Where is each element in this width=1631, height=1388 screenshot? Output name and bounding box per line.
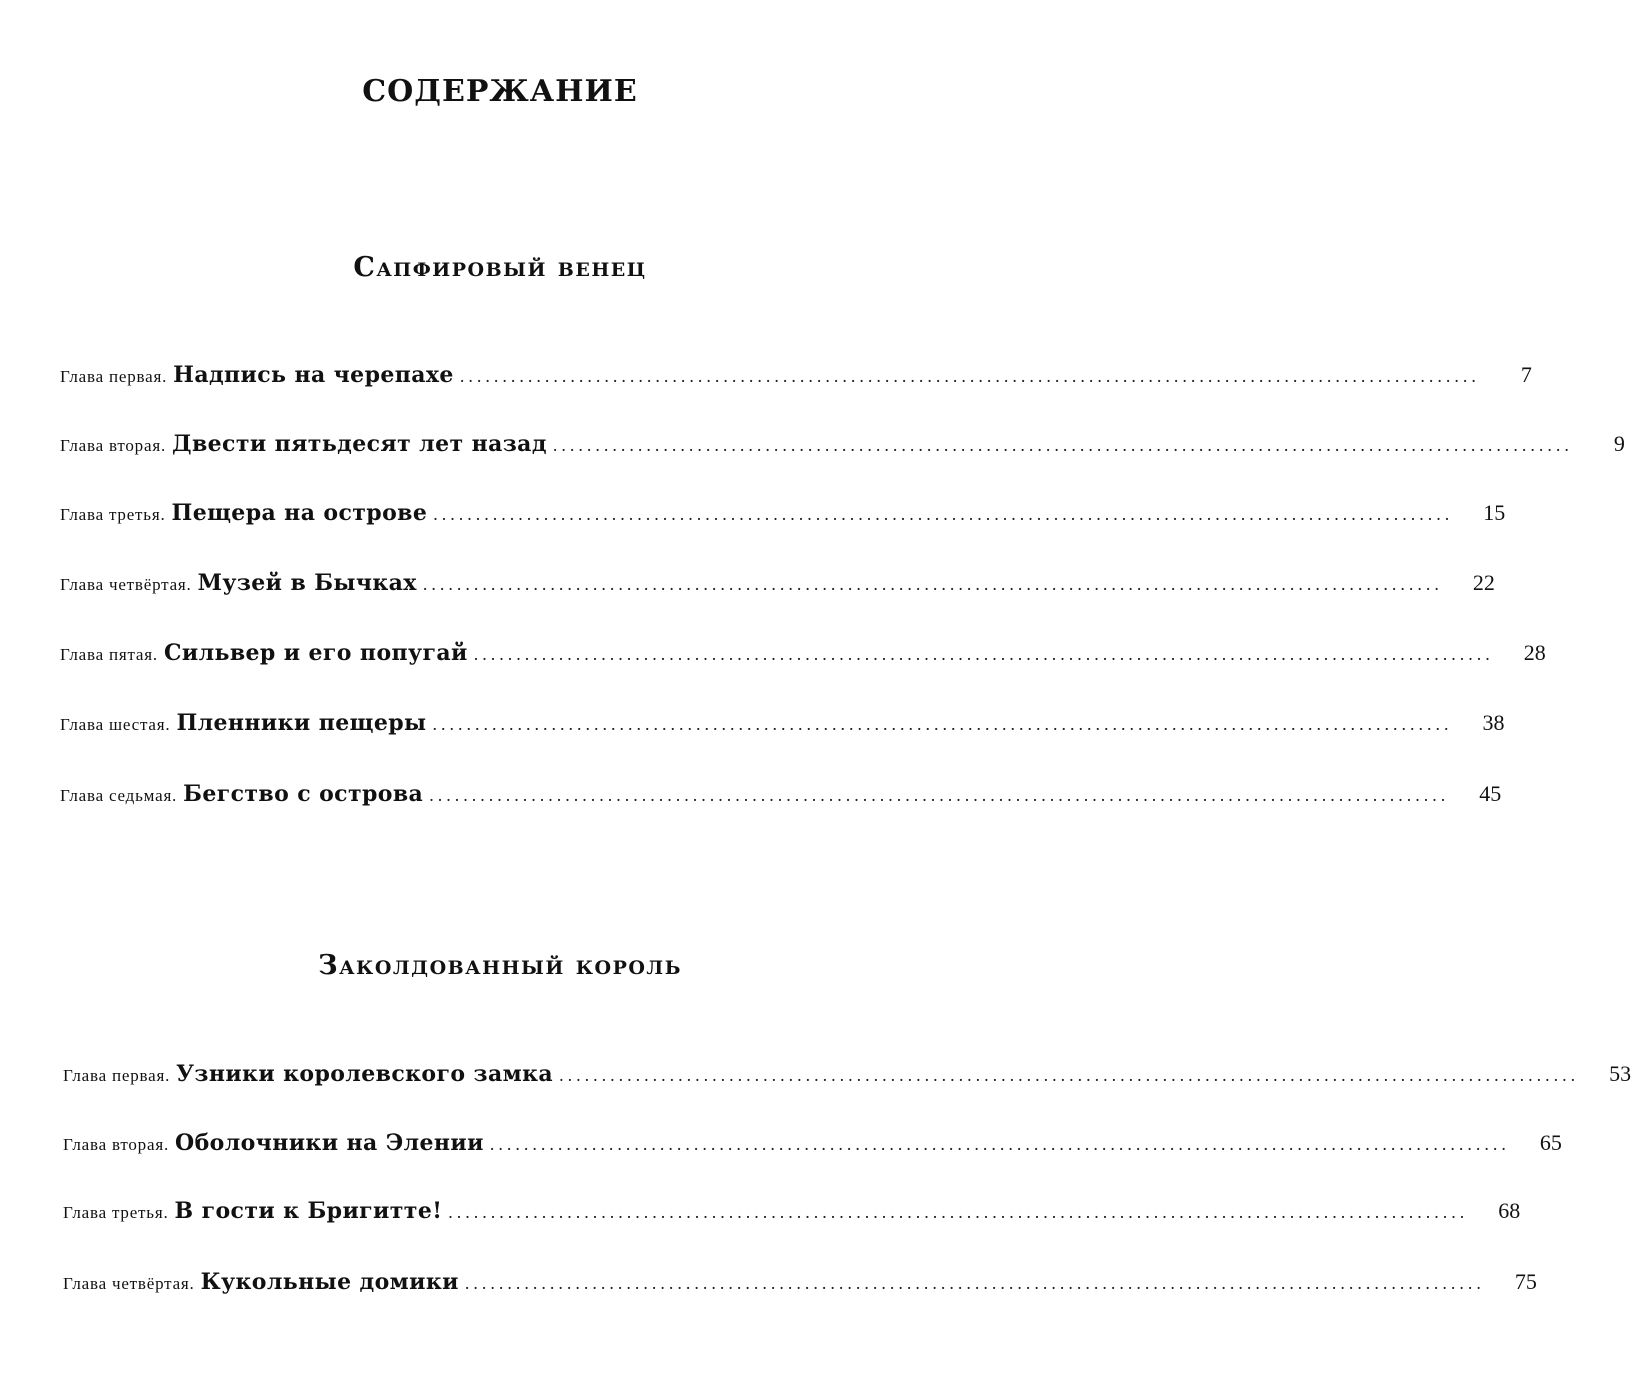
chapter-title: Музей в Бычках <box>197 570 417 596</box>
page-number: 15 <box>1483 500 1506 525</box>
dot-leader: ........................................................................................................................ <box>448 1202 1469 1222</box>
page-number: 38 <box>1482 710 1505 735</box>
dot-leader: ........................................................................................................................ <box>429 785 1450 805</box>
page-title: СОДЕРЖАНИЕ <box>362 74 638 109</box>
toc-entry[interactable] <box>63 1198 1521 1234</box>
toc-entry[interactable] <box>60 781 1502 817</box>
chapter-number: Глава вторая. <box>63 1135 169 1154</box>
chapter-title: Надпись на черепахе <box>173 362 454 388</box>
page-number: 9 <box>1613 431 1625 456</box>
page-number: 68 <box>1498 1198 1521 1223</box>
chapter-number: Глава четвёртая. <box>63 1274 195 1293</box>
page-number: 7 <box>1520 362 1532 387</box>
toc-entry[interactable] <box>63 1130 1562 1166</box>
dot-leader: ........................................................................................................................ <box>432 714 1453 734</box>
toc-entry[interactable] <box>63 1061 1631 1097</box>
page-number: 45 <box>1479 781 1502 806</box>
toc-entry[interactable] <box>60 431 1625 467</box>
chapter-title: Сильвер и его попугай <box>163 640 468 666</box>
chapter-number: Глава пятая. <box>60 645 158 664</box>
toc-entry[interactable] <box>60 500 1506 536</box>
chapter-title: В гости к Бригитте! <box>174 1198 443 1224</box>
chapter-number: Глава шестая. <box>60 715 171 734</box>
chapter-title: Оболочники на Элении <box>175 1130 484 1156</box>
chapter-number: Глава вторая. <box>60 436 166 455</box>
toc-entry[interactable] <box>60 570 1495 606</box>
chapter-title: Кукольные домики <box>200 1269 459 1295</box>
page-number: 53 <box>1609 1061 1631 1086</box>
chapter-number: Глава четвёртая. <box>60 575 192 594</box>
dot-leader: ........................................................................................................................ <box>464 1273 1485 1293</box>
toc-entry[interactable] <box>60 362 1532 398</box>
dot-leader: ........................................................................................................................ <box>489 1134 1510 1154</box>
chapter-number: Глава третья. <box>60 505 166 524</box>
chapter-number: Глава первая. <box>60 367 168 386</box>
chapter-number: Глава седьмая. <box>60 786 178 805</box>
chapter-title: Двести пятьдесят лет назад <box>172 431 547 457</box>
page-number: 28 <box>1523 640 1546 665</box>
chapter-title: Пещера на острове <box>171 500 428 526</box>
dot-leader: ........................................................................................................................ <box>422 574 1443 594</box>
part-title-enchanted-king: Заколдованный король <box>318 950 682 981</box>
toc-entry[interactable] <box>63 1269 1537 1305</box>
chapter-number: Глава первая. <box>63 1066 171 1085</box>
dot-leader: ........................................................................................................................ <box>559 1065 1580 1085</box>
toc-entry[interactable] <box>60 710 1505 746</box>
page-number: 75 <box>1514 1269 1537 1294</box>
dot-leader: ........................................................................................................................ <box>459 366 1480 386</box>
chapter-title: Узники королевского замка <box>176 1061 554 1087</box>
page-number: 65 <box>1539 1130 1562 1155</box>
chapter-title: Бегство с острова <box>183 781 424 807</box>
chapter-title: Пленники пещеры <box>176 710 427 736</box>
dot-leader: ........................................................................................................................ <box>433 504 1454 524</box>
dot-leader: ........................................................................................................................ <box>473 644 1494 664</box>
dot-leader: ........................................................................................................................ <box>552 435 1573 455</box>
chapter-number: Глава третья. <box>63 1203 169 1222</box>
toc-entry[interactable] <box>60 640 1546 676</box>
page-number: 22 <box>1472 570 1495 595</box>
part-title-sapphire-crown: Сапфировый венец <box>353 252 647 283</box>
